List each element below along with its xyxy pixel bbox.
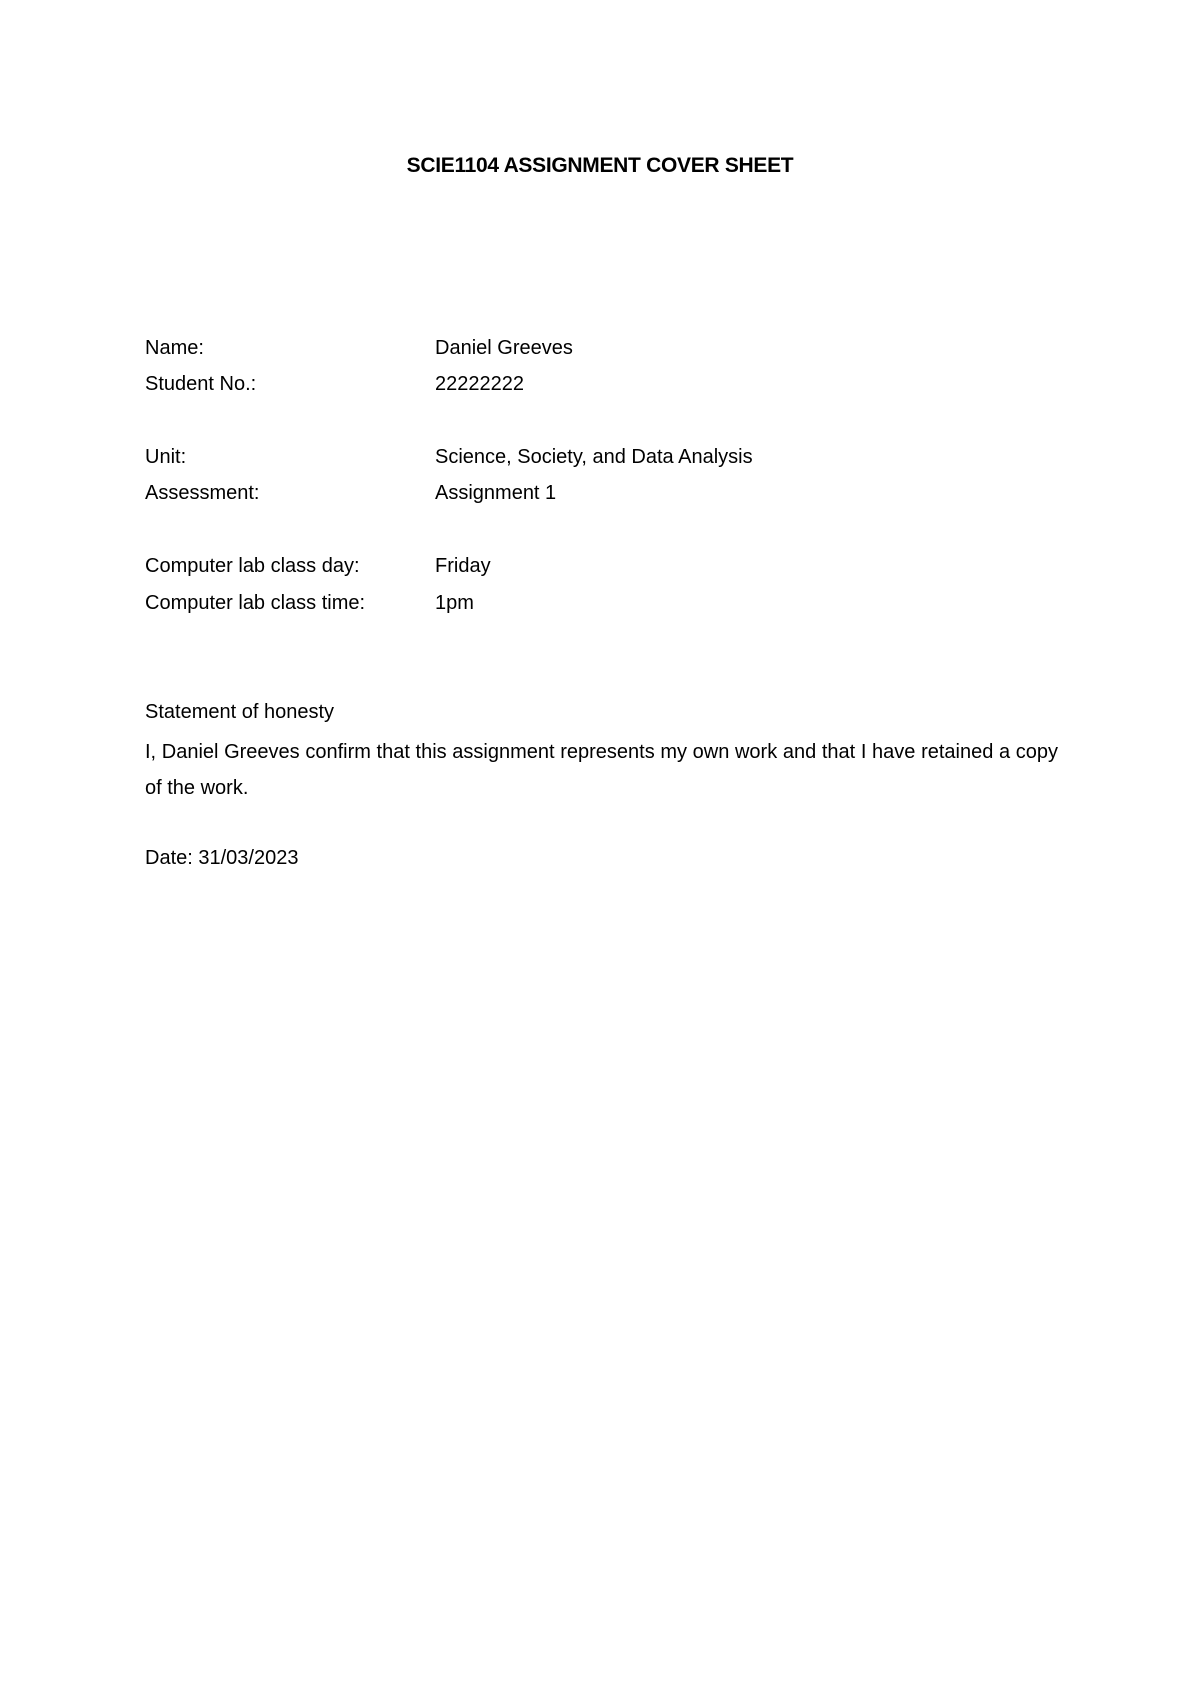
field-label: Computer lab class day: (145, 555, 360, 577)
field-value: Assignment 1 (435, 482, 557, 504)
field-label: Computer lab class time: (145, 592, 366, 614)
field-value: Daniel Greeves (435, 337, 573, 359)
field-label: Student No.: (145, 373, 257, 395)
field-row-assessment (145, 478, 1065, 508)
field-row-lab-day (145, 551, 1065, 581)
field-row-unit (145, 442, 1065, 472)
date-line: Date: 31/03/2023 (145, 847, 299, 869)
field-value: 1pm (435, 592, 474, 614)
honesty-statement: I, Daniel Greeves confirm that this assignment represents my own work and that I have retained a copy of the work. (145, 741, 1058, 799)
field-row-lab-time (145, 588, 1065, 618)
document-title: SCIE1104 ASSIGNMENT COVER SHEET (406, 154, 794, 177)
field-row-name (145, 333, 1065, 363)
field-row-student-number (145, 369, 1065, 399)
honesty-heading: Statement of honesty (145, 701, 335, 723)
field-value: Friday (435, 555, 491, 577)
field-label: Assessment: (145, 482, 260, 504)
field-value: 22222222 (435, 373, 524, 395)
field-value: Science, Society, and Data Analysis (435, 446, 753, 468)
field-label: Name: (145, 337, 204, 359)
field-label: Unit: (145, 446, 187, 468)
